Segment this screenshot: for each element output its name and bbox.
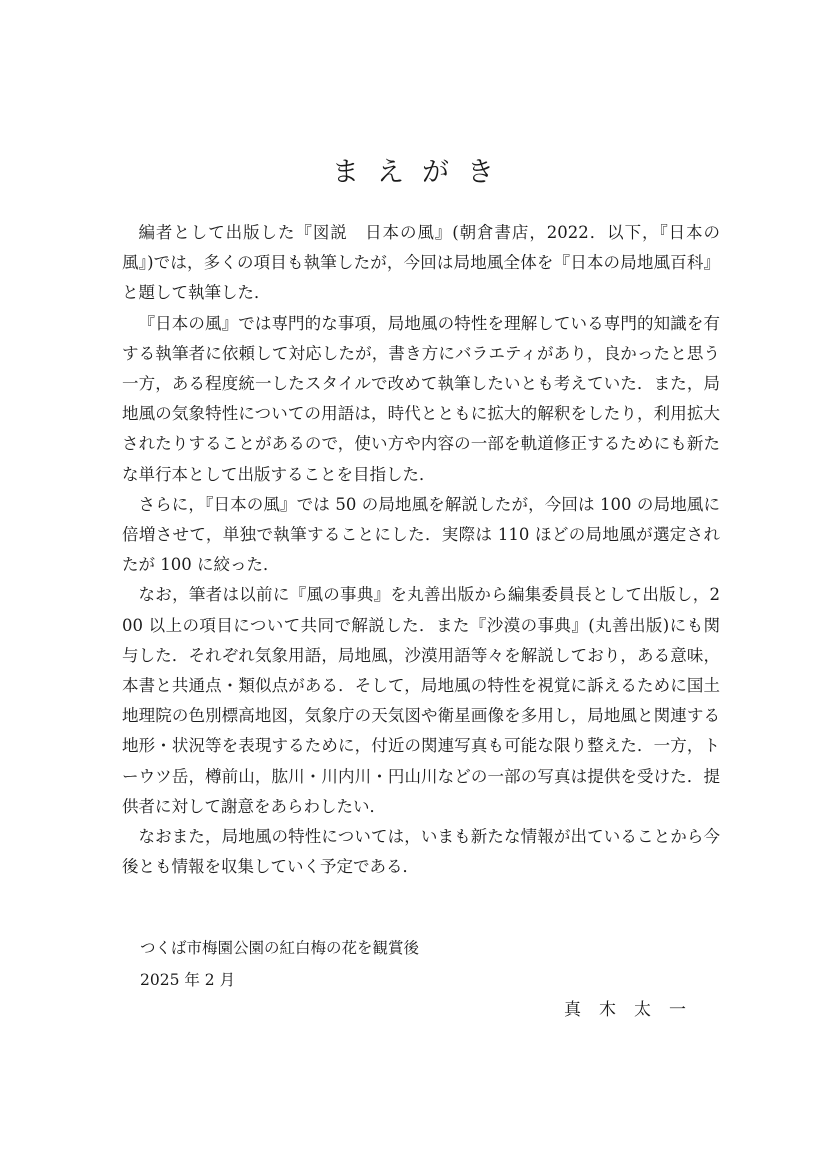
paragraph-4: なお，筆者は以前に『風の事典』を丸善出版から編集委員長として出版し，200 以上の項目について共同で解説した．また『沙漠の事典』(丸善出版)にも関与した．それぞれ気象用語，局地風，沙漠用語等々を解説しており，ある意味，本書と共通点・類似点がある．そして，局地風の特性を視覚に訴えるために国土地理院の色別標高地図，気象庁の天気図や衛星画像を多用し，局地風と関連する地形・状況等を表現するために，付近の関連写真も可能な限り整えた．一方，トーウツ岳，樽前山，肱川・川内川・円山川などの一部の写真は提供を受けた．提供者に対して謝意をあらわしたい． — [122, 585, 721, 816]
paragraph-1: 編者として出版した『図説 日本の風』(朝倉書店，2022．以下，『日本の風』)では，多くの項目も執筆したが，今回は局地風全体を『日本の局地風百科』と題して執筆した． — [122, 223, 720, 303]
paragraph-3: さらに，『日本の風』では 50 の局地風を解説したが，今回は 100 の局地風に倍増させて，単独で執筆することにした．実際は 110 ほどの局地風が選定されたが 100 に絞った． — [122, 494, 720, 575]
page-title: まえがき — [332, 157, 512, 188]
closing-date: 2025 年 2 月 — [140, 971, 236, 989]
closing-place: つくば市梅園公園の紅白梅の花を観賞後 — [140, 939, 420, 957]
closing-block — [140, 932, 419, 996]
paragraph-2: 『日本の風』では専門的な事項，局地風の特性を理解している専門的知識を有する執筆者に依頼して対応したが，書き方にバラエティがあり，良かったと思う一方，ある程度統一したスタイルで改めて執筆したいとも考えていた．また，局地風の気象特性についての用語は，時代とともに拡大的解釈をしたり，利用拡大されたりすることがあるので，使い方や内容の一部を軌道修正するためにも新たな単行本として出版することを目指した． — [122, 313, 720, 484]
paragraph-5: なおまた，局地風の特性については，いまも新たな情報が出ていることから今後とも情報を収集していく予定である． — [122, 827, 720, 877]
author-signature: 真木太一 — [564, 1000, 704, 1020]
preface-body — [122, 218, 720, 882]
